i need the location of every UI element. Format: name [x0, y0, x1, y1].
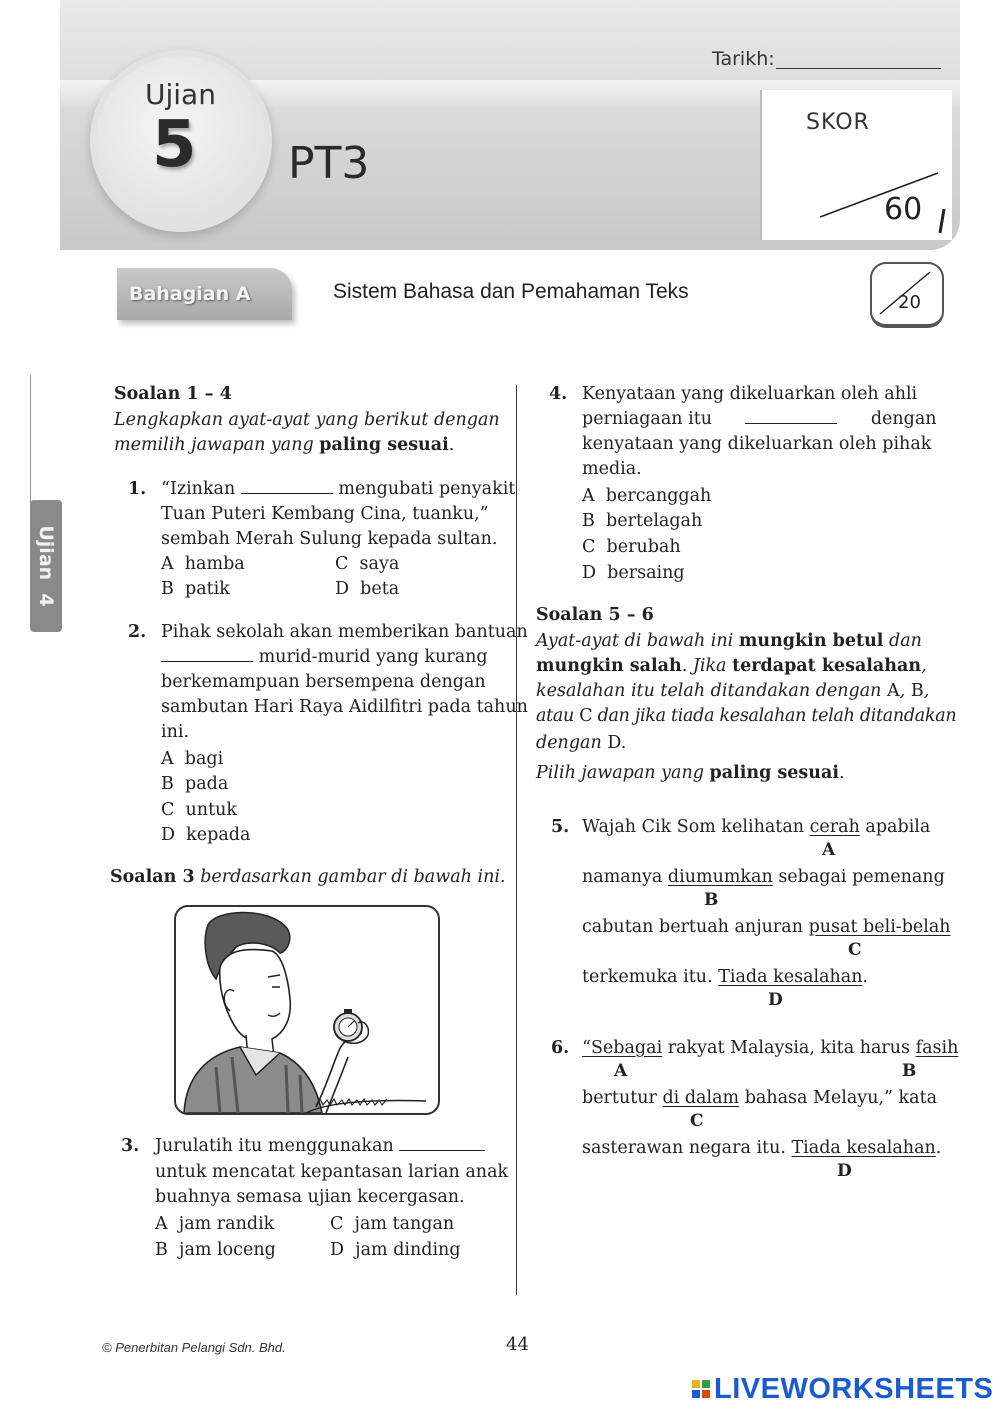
coach-stopwatch-illustration: [176, 907, 438, 1113]
liveworksheets-logo-icon: [692, 1380, 710, 1398]
q3-option-b[interactable]: B jam loceng: [155, 1240, 276, 1260]
q1-option-b[interactable]: B patik: [161, 579, 230, 599]
q6-line-1: “Sebagai rakyat Malaysia, kita harus fasih: [582, 1038, 959, 1058]
q6-part-a[interactable]: “Sebagai: [582, 1038, 663, 1058]
q2-blank[interactable]: [161, 661, 253, 662]
q1-4-instruction: Lengkapkan ayat-ayat yang berikut dengan: [114, 410, 500, 430]
q5-6-heading: Soalan 5 – 6: [536, 605, 654, 625]
q1-option-c[interactable]: C saya: [335, 554, 400, 574]
q1-option-d[interactable]: D beta: [335, 579, 400, 599]
ujian-number: 5: [152, 108, 197, 182]
q2-option-a[interactable]: A bagi: [161, 749, 224, 769]
q5-6-instruction-2: mungkin salah. Jika terdapat kesalahan,: [536, 656, 927, 676]
q1-line-1: “Izinkan mengubati penyakit: [161, 479, 516, 499]
date-label: Tarikh:: [712, 48, 775, 70]
exam-title: PT3: [288, 138, 370, 189]
q1-line-3: sembah Merah Sulung kepada sultan.: [161, 529, 498, 549]
q4-line-4: media.: [582, 459, 642, 479]
q6-mark-a: A: [614, 1061, 628, 1081]
q6-part-b[interactable]: fasih: [915, 1038, 959, 1058]
section-title: Sistem Bahasa dan Pemahaman Teks: [333, 280, 689, 303]
q4-option-c[interactable]: C berubah: [582, 537, 681, 557]
q4-blank[interactable]: [745, 423, 837, 424]
q5-line-3: cabutan bertuah anjuran pusat beli-belah: [582, 917, 951, 937]
q5-line-1: Wajah Cik Som kelihatan cerah apabila: [582, 817, 931, 837]
q5-part-b[interactable]: diumumkan: [667, 867, 773, 887]
section-max-marks: 20: [898, 292, 921, 313]
q5-line-4: terkemuka itu. Tiada kesalahan.: [582, 967, 869, 987]
q4-line-3: kenyataan yang dikeluarkan oleh pihak: [582, 434, 932, 454]
q5-line-2: namanya diumumkan sebagai pemenang: [582, 867, 945, 887]
q6-line-2: bertutur di dalam bahasa Melayu,” kata: [582, 1088, 938, 1108]
q3-option-a[interactable]: A jam randik: [155, 1214, 275, 1234]
q2-line-5: ini.: [161, 722, 190, 742]
q5-mark-b: B: [704, 890, 719, 910]
q2-number: 2.: [128, 622, 147, 642]
q2-line-1: Pihak sekolah akan memberikan bantuan: [161, 622, 528, 642]
q5-mark-c: C: [848, 940, 862, 960]
section-label: Bahagian A: [117, 268, 292, 320]
q4-option-a[interactable]: A bercanggah: [582, 486, 712, 506]
q1-option-a[interactable]: A hamba: [161, 554, 245, 574]
q5-part-a[interactable]: cerah: [809, 817, 860, 837]
q1-number: 1.: [128, 479, 147, 499]
q4-line-2: perniagaan itu dengan: [582, 409, 937, 429]
ujian-label: Ujian: [145, 78, 216, 111]
q6-mark-d: D: [837, 1161, 852, 1181]
stopwatch-picture: [174, 905, 440, 1115]
q6-line-3: sasterawan negara itu. Tiada kesalahan.: [582, 1138, 942, 1158]
q3-line-1: Jurulatih itu menggunakan: [155, 1134, 485, 1159]
q3-line-2: untuk mencatat kepantasan larian anak: [155, 1162, 509, 1182]
q5-number: 5.: [551, 817, 570, 837]
score-label: SKOR: [806, 110, 870, 135]
q1-blank[interactable]: [241, 493, 333, 494]
liveworksheets-brand[interactable]: LIVEWORKSHEETS: [714, 1373, 994, 1405]
q2-line-2: murid-murid yang kurang: [161, 645, 488, 670]
q3-blank[interactable]: [399, 1150, 485, 1151]
q4-line-1: Kenyataan yang dikeluarkan oleh ahli: [582, 384, 918, 404]
q2-line-3: berkemampuan bersempena dengan: [161, 672, 486, 692]
q1-4-instruction-2: memilih jawapan yang paling sesuai.: [114, 435, 455, 455]
date-input[interactable]: [776, 68, 941, 69]
q5-6-instruction-6: Pilih jawapan yang paling sesuai.: [536, 763, 845, 783]
q6-number: 6.: [551, 1038, 570, 1058]
q5-mark-d: D: [768, 990, 783, 1010]
q4-number: 4.: [549, 384, 568, 404]
q4-option-d[interactable]: D bersaing: [582, 563, 685, 583]
q1-4-heading: Soalan 1 – 4: [114, 384, 232, 404]
q6-part-d[interactable]: Tiada kesalahan: [791, 1138, 936, 1158]
q5-6-instruction-1: Ayat-ayat di bawah ini mungkin betul dan: [536, 631, 922, 651]
publisher-credit: © Penerbitan Pelangi Sdn. Bhd.: [102, 1340, 286, 1355]
q2-option-d[interactable]: D kepada: [161, 825, 251, 845]
q5-6-instruction-3: kesalahan itu telah ditandakan dengan A, B,: [536, 681, 930, 701]
column-divider: [516, 385, 517, 1295]
q5-6-instruction-5: dengan D.: [536, 733, 627, 753]
q6-mark-c: C: [690, 1111, 704, 1131]
q3-line-3: buahnya semasa ujian kecergasan.: [155, 1187, 465, 1207]
side-tab-label: Ujian 4: [35, 525, 57, 607]
q5-part-c[interactable]: pusat beli-belah: [808, 917, 951, 937]
page-number: 44: [506, 1334, 529, 1355]
q5-mark-a: A: [822, 840, 836, 860]
q1-line-2: Tuan Puteri Kembang Cina, tuanku,”: [161, 504, 489, 524]
score-max: 60: [884, 192, 923, 227]
q3-option-c[interactable]: C jam tangan: [330, 1214, 455, 1234]
q4-option-b[interactable]: B bertelagah: [582, 511, 703, 531]
q2-line-4: sambutan Hari Raya Aidilfitri pada tahun: [161, 697, 528, 717]
q3-heading: Soalan 3 berdasarkan gambar di bawah ini.: [110, 867, 506, 887]
score-slash-icon: [810, 165, 950, 235]
q5-6-instruction-4: atau C dan jika tiada kesalahan telah ditandakan: [536, 706, 957, 726]
q2-option-b[interactable]: B pada: [161, 774, 229, 794]
q6-part-c[interactable]: di dalam: [662, 1088, 740, 1108]
q3-number: 3.: [121, 1136, 140, 1156]
q2-option-c[interactable]: C untuk: [161, 800, 237, 820]
q3-option-d[interactable]: D jam dinding: [330, 1240, 461, 1260]
q6-mark-b: B: [902, 1061, 917, 1081]
q5-part-d[interactable]: Tiada kesalahan: [718, 967, 863, 987]
